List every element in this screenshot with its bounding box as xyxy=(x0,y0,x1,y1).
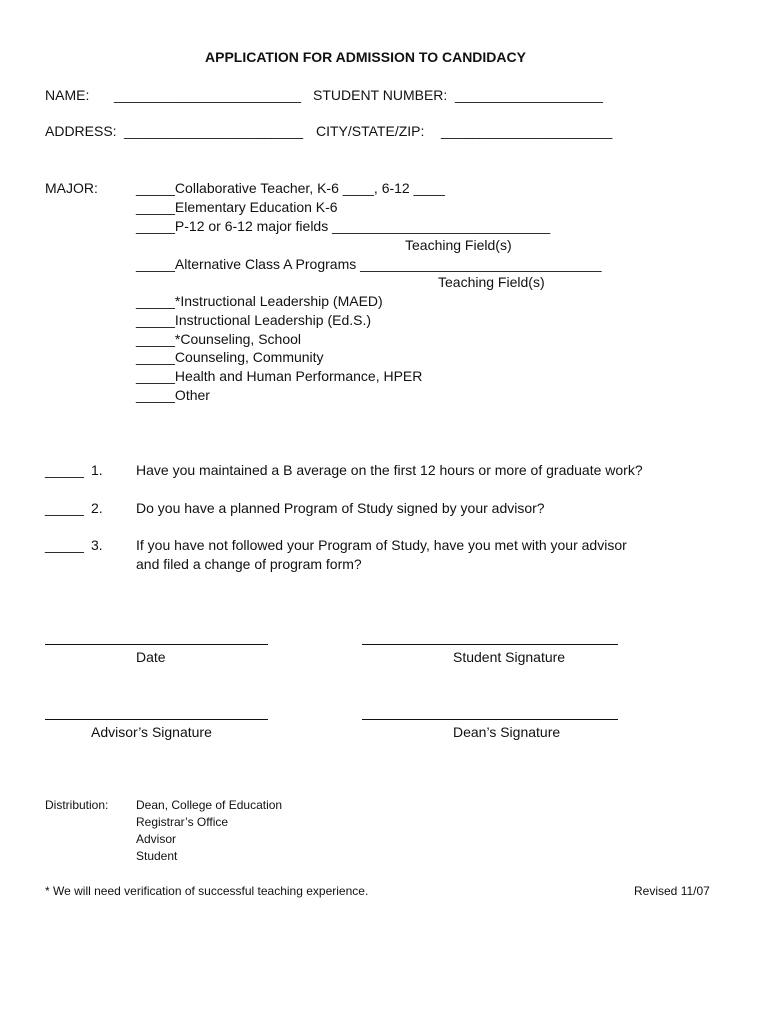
distribution-item: Dean, College of Education xyxy=(136,798,283,812)
major-option-alternative-class-a[interactable]: _____Alternative Class A Programs _______________________________ xyxy=(136,256,602,272)
distribution-label: Distribution: xyxy=(45,798,109,812)
teaching-fields-caption: Teaching Field(s) xyxy=(405,237,512,253)
major-option-other[interactable]: _____Other xyxy=(136,387,210,403)
question-text: If you have not followed your Program of Study, have you met with your advisor xyxy=(136,537,627,553)
student-number-field[interactable]: ___________________ xyxy=(455,87,603,103)
question-number: 2. xyxy=(91,500,103,516)
advisor-signature-line[interactable] xyxy=(45,719,268,720)
date-caption: Date xyxy=(136,649,166,665)
footnote: * We will need verification of successful teaching experience. xyxy=(45,884,369,898)
page-title: APPLICATION FOR ADMISSION TO CANDIDACY xyxy=(205,49,526,65)
advisor-signature-caption: Advisor’s Signature xyxy=(91,724,212,740)
major-option-hper[interactable]: _____Health and Human Performance, HPER xyxy=(136,368,423,384)
student-signature-line[interactable] xyxy=(362,644,618,645)
student-number-label: STUDENT NUMBER: xyxy=(313,87,448,103)
major-label: MAJOR: xyxy=(45,180,98,196)
question-answer-blank[interactable]: _____ xyxy=(45,462,84,478)
name-field[interactable]: ________________________ xyxy=(114,87,301,103)
major-option-p12-major-fields[interactable]: _____P-12 or 6-12 major fields ____________________________ xyxy=(136,218,551,234)
major-option-instructional-leadership-eds[interactable]: _____Instructional Leadership (Ed.S.) xyxy=(136,312,372,328)
question-answer-blank[interactable]: _____ xyxy=(45,500,84,516)
question-text: Do you have a planned Program of Study signed by your advisor? xyxy=(136,500,545,516)
teaching-fields-caption: Teaching Field(s) xyxy=(438,274,545,290)
distribution-item: Advisor xyxy=(136,832,177,846)
question-answer-blank[interactable]: _____ xyxy=(45,537,84,553)
date-line[interactable] xyxy=(45,644,268,645)
distribution-item: Registrar’s Office xyxy=(136,815,229,829)
question-text-continued: and filed a change of program form? xyxy=(136,556,362,572)
student-signature-caption: Student Signature xyxy=(453,649,566,665)
dean-signature-caption: Dean’s Signature xyxy=(453,724,561,740)
name-label: NAME: xyxy=(45,87,90,103)
major-option-counseling-school[interactable]: _____*Counseling, School xyxy=(136,331,302,347)
revision-date: Revised 11/07 xyxy=(634,884,710,898)
question-number: 3. xyxy=(91,537,103,553)
major-option-collaborative-teacher[interactable]: _____Collaborative Teacher, K-6 ____, 6-12 ____ xyxy=(136,180,445,196)
city-state-zip-label: CITY/STATE/ZIP: xyxy=(316,123,425,139)
major-option-counseling-community[interactable]: _____Counseling, Community xyxy=(136,349,324,365)
major-option-elementary-education[interactable]: _____Elementary Education K-6 xyxy=(136,199,338,215)
question-text: Have you maintained a B average on the first 12 hours or more of graduate work? xyxy=(136,462,643,478)
city-state-zip-field[interactable]: ______________________ xyxy=(441,123,613,139)
address-label: ADDRESS: xyxy=(45,123,117,139)
distribution-item: Student xyxy=(136,849,178,863)
major-option-instructional-leadership-maed[interactable]: _____*Instructional Leadership (MAED) xyxy=(136,293,383,309)
dean-signature-line[interactable] xyxy=(362,719,618,720)
address-field[interactable]: _______________________ xyxy=(124,123,304,139)
question-number: 1. xyxy=(91,462,103,478)
